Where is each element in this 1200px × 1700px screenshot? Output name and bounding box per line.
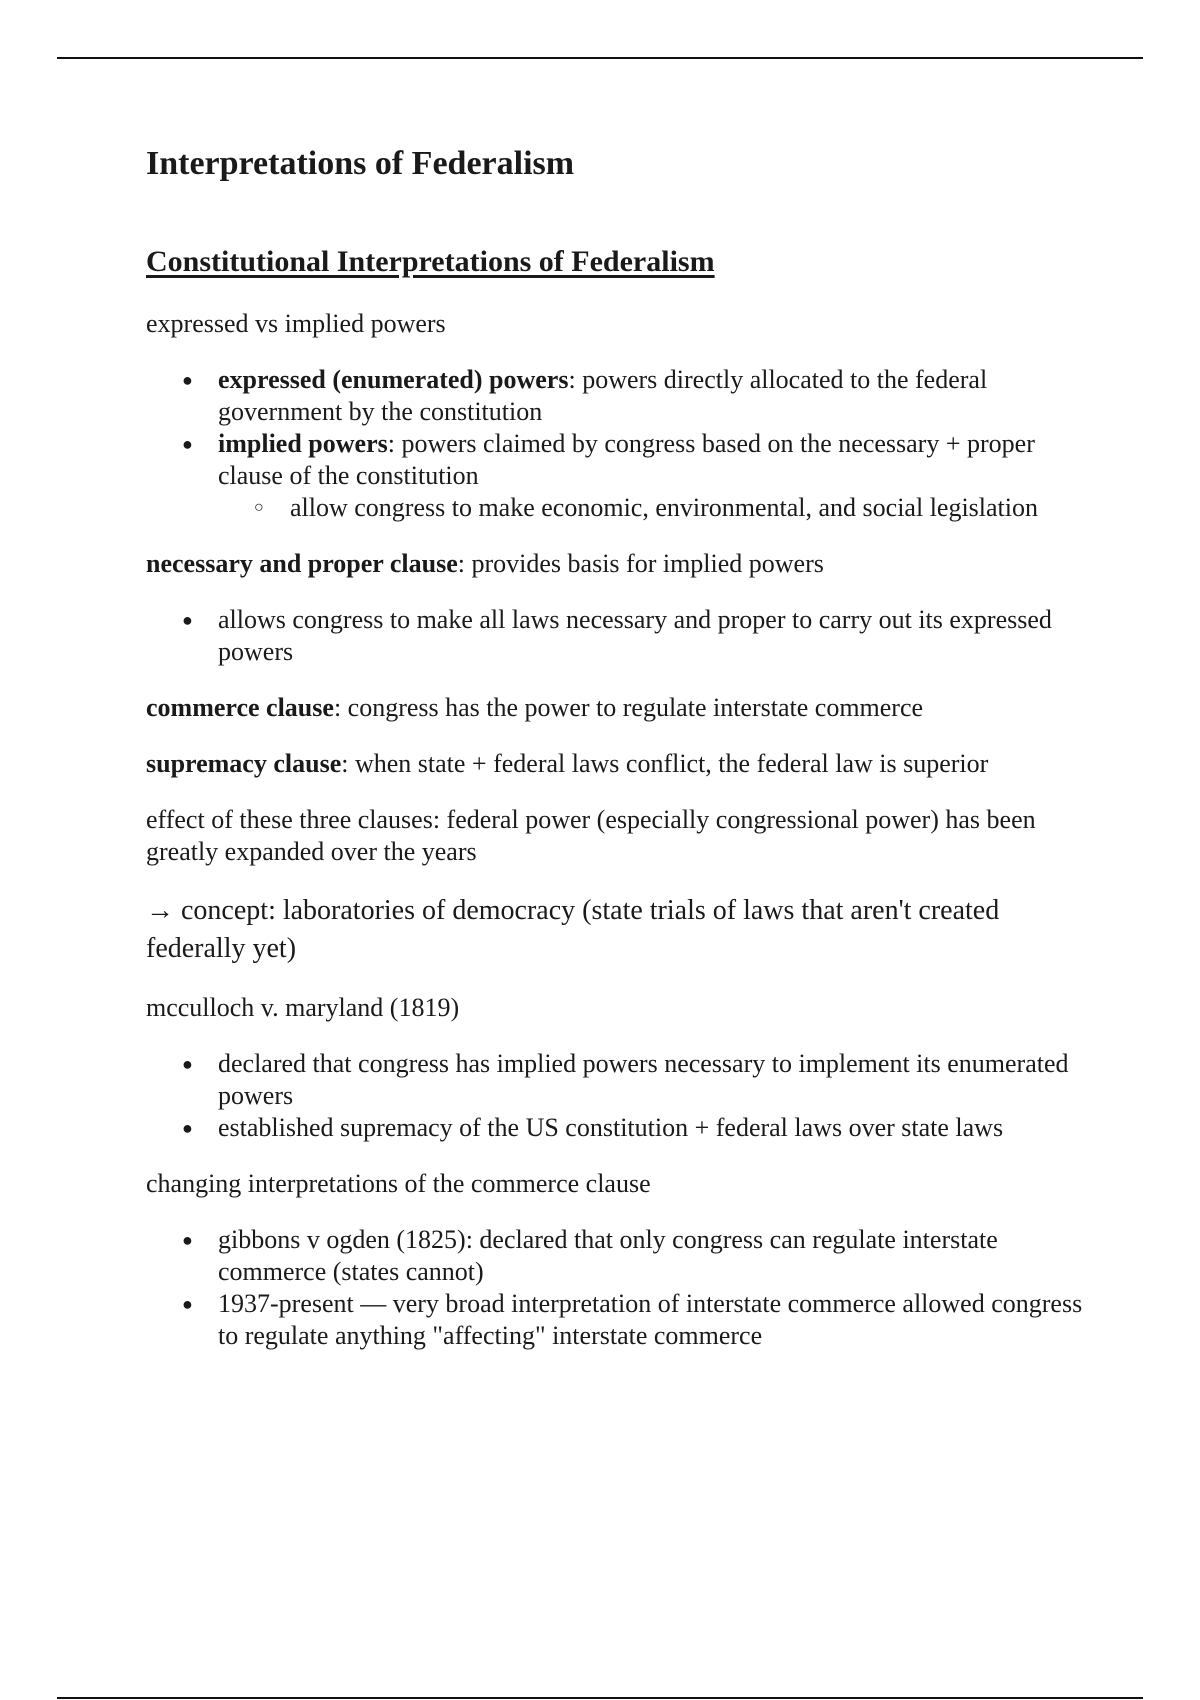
definition-text: : congress has the power to regulate interstate commerce xyxy=(333,693,924,722)
definition-text: : powers directly allocated to the federal government by the constitution xyxy=(218,365,988,426)
definition-text: : provides basis for implied powers xyxy=(457,549,824,578)
list-necessary-proper xyxy=(146,604,1086,668)
document-body xyxy=(146,142,1086,1376)
list-item xyxy=(146,428,1086,524)
term-commerce-clause: commerce clause xyxy=(146,693,334,722)
top-rule xyxy=(57,57,1143,59)
bottom-rule xyxy=(57,1697,1143,1699)
sub-list xyxy=(218,492,1086,524)
list-powers xyxy=(146,364,1086,524)
paragraph-effect: effect of these three clauses: federal power (especially congressional power) has been greatly expanded over the years xyxy=(146,805,1036,866)
list-item: ● declared that congress has implied powers necessary to implement its enumerated powers xyxy=(146,1048,1086,1112)
paragraph-concept: → concept: laboratories of democracy (state trials of laws that aren't created federally yet) xyxy=(146,895,1000,964)
term-expressed-powers: expressed (enumerated) powers xyxy=(218,365,569,394)
paragraph-mcculloch: mcculloch v. maryland (1819) xyxy=(146,993,460,1022)
paragraph-commerce-clause xyxy=(146,692,1086,724)
list-commerce-changes xyxy=(146,1224,1086,1352)
paragraph-commerce-changes: changing interpretations of the commerce clause xyxy=(146,1169,651,1198)
term-necessary-proper: necessary and proper clause xyxy=(146,549,458,578)
paragraph-necessary-proper xyxy=(146,548,1086,580)
list-item xyxy=(146,364,1086,428)
term-supremacy-clause: supremacy clause xyxy=(146,749,342,778)
definition-text: : when state + federal laws conflict, the federal law is superior xyxy=(341,749,989,778)
sub-list-item: ○ allow congress to make economic, environmental, and social legislation xyxy=(218,492,1086,524)
list-item: ● allows congress to make all laws necessary and proper to carry out its expressed powers xyxy=(146,604,1086,668)
list-item: ● gibbons v ogden (1825): declared that only congress can regulate interstate commerce (states cannot) xyxy=(146,1224,1086,1288)
list-mcculloch xyxy=(146,1048,1086,1144)
term-implied-powers: implied powers xyxy=(218,429,388,458)
list-item: ● 1937-present — very broad interpretation of interstate commerce allowed congress to regulate anything "affecting" interstate commerce xyxy=(146,1288,1086,1352)
paragraph-expressed-vs-implied: expressed vs implied powers xyxy=(146,309,446,338)
page-title: Interpretations of Federalism xyxy=(146,145,575,182)
section-heading: Constitutional Interpretations of Federalism xyxy=(146,245,715,278)
list-item: ● established supremacy of the US constitution + federal laws over state laws xyxy=(146,1112,1086,1144)
definition-text: : powers claimed by congress based on the necessary + proper clause of the constitution xyxy=(218,429,1035,490)
paragraph-supremacy-clause xyxy=(146,748,1086,780)
